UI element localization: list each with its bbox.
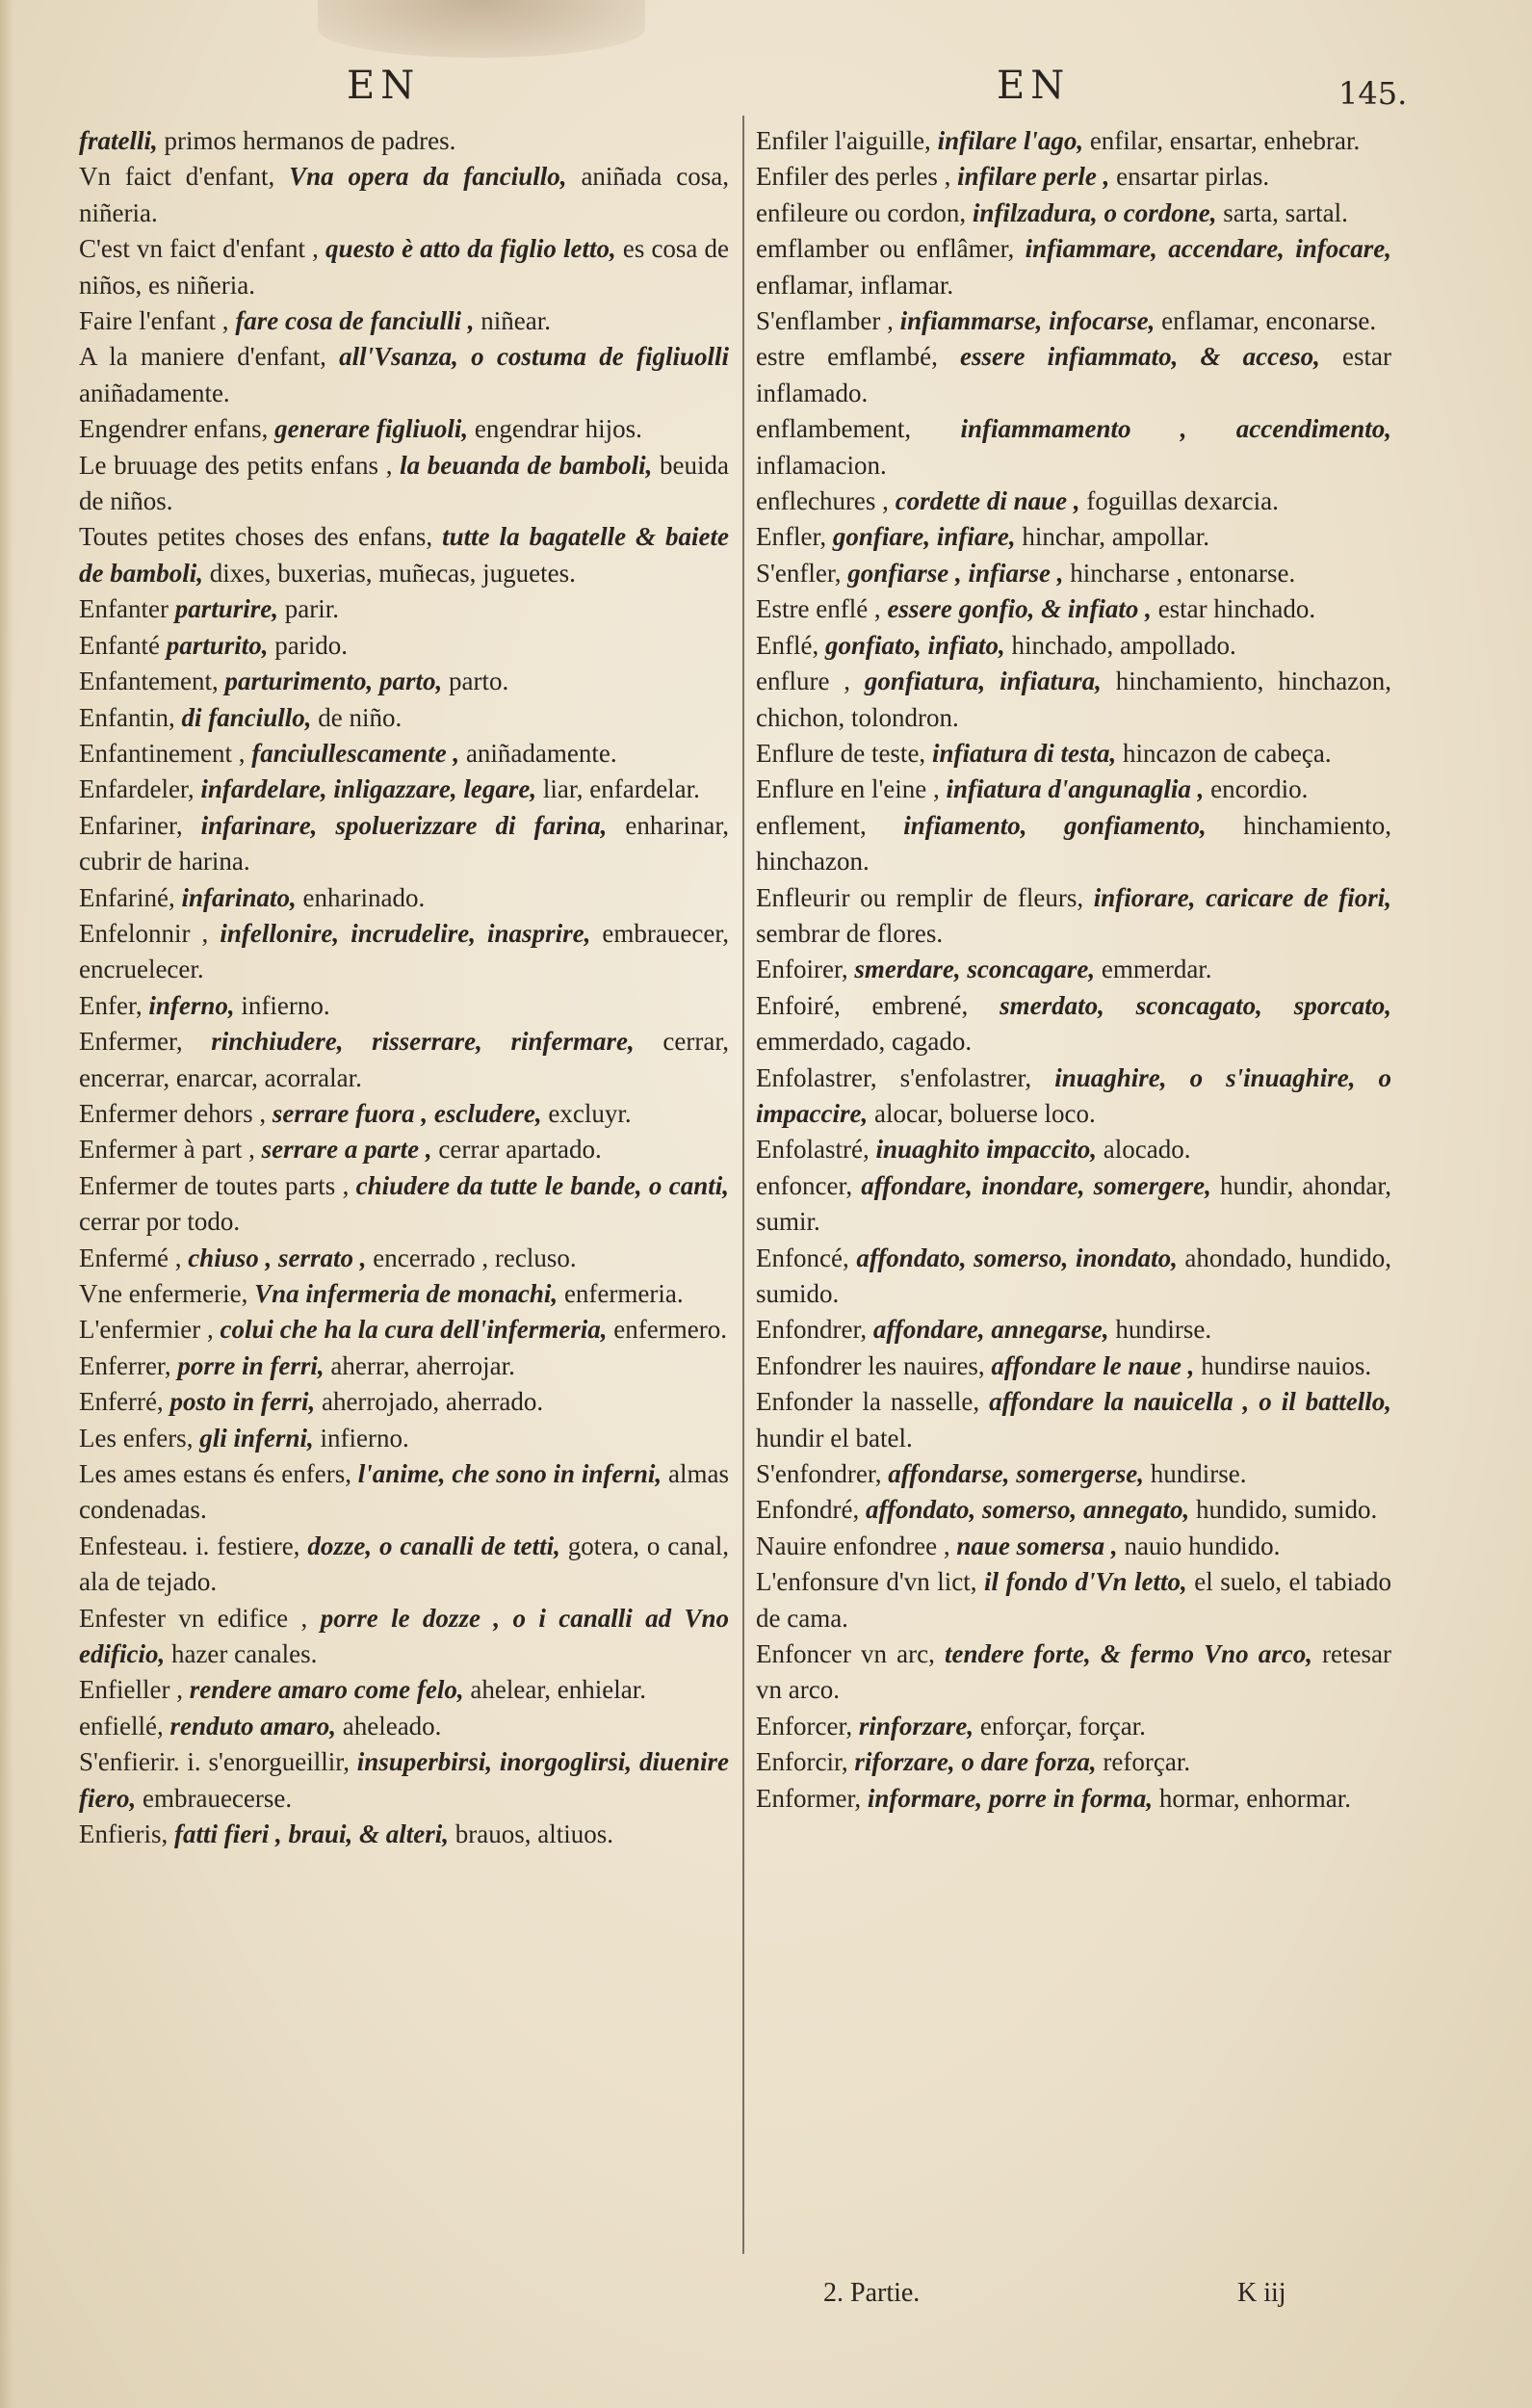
entry-spanish: beuida de niños. [79, 450, 729, 516]
entry-french: Enfolastrer, s'enfolastrer, [756, 1062, 1055, 1092]
entry-spanish: encerrado , recluso. [373, 1243, 577, 1272]
entry-spanish: foguillas dexarcia. [1086, 486, 1279, 516]
entry-spanish: hinchamiento, hinchazon. [756, 810, 1391, 877]
entry-italian: tutte la bagatelle & baiete de bamboli, [79, 522, 729, 588]
dictionary-entry [756, 556, 1391, 591]
entry-french: Enfermer à part , [79, 1135, 262, 1165]
entry-french: emflamber ou enflâmer, [756, 234, 1026, 264]
dictionary-entry [756, 123, 1391, 159]
entry-french: Enfiler des perles , [756, 162, 958, 192]
entry-italian: la beuanda de bamboli, [400, 450, 661, 480]
dictionary-entry [79, 591, 729, 627]
dictionary-entry [756, 411, 1391, 484]
footer-part: 2. Partie. [823, 2278, 921, 2308]
dictionary-entry [756, 591, 1391, 627]
entry-spanish: hundir el batel. [756, 1423, 913, 1453]
dictionary-entry [79, 1168, 729, 1241]
dictionary-entry [79, 519, 729, 591]
dictionary-entry [79, 1421, 729, 1456]
dictionary-entry [756, 1456, 1391, 1492]
column-divider [742, 116, 744, 2254]
entry-spanish: dixes, buxerias, muñecas, juguetes. [209, 558, 576, 588]
entry-spanish: hinchar, ampollar. [1022, 522, 1210, 552]
entry-italian: smerdare, sconcagare, [854, 955, 1102, 984]
entry-italian: parturimento, parto, [224, 667, 449, 696]
entry-italian: inferno, [148, 990, 242, 1020]
entry-spanish: sembrar de flores. [756, 918, 944, 948]
entry-french: Enferré, [79, 1387, 170, 1417]
entry-spanish: emmerdar. [1101, 955, 1212, 984]
entry-italian: posto in ferri, [169, 1387, 322, 1417]
right-column [756, 123, 1391, 1817]
entry-spanish: aheleado. [342, 1711, 442, 1741]
dictionary-entry [79, 700, 729, 736]
dictionary-entry [756, 1492, 1391, 1528]
dictionary-entry [79, 448, 729, 520]
entry-italian: cordette di naue , [895, 486, 1087, 516]
dictionary-entry [79, 1709, 729, 1744]
entry-italian: gli inferni, [199, 1423, 321, 1453]
entry-french: Vn faict d'enfant, [79, 162, 290, 192]
entry-spanish: parido. [274, 630, 348, 660]
entry-french: Enfantin, [79, 702, 182, 732]
entry-french: Enfariné, [79, 882, 182, 912]
entry-spanish: niñear. [480, 306, 552, 336]
entry-spanish: hinchado, ampollado. [1011, 630, 1236, 660]
entry-french: C'est vn faict d'enfant , [79, 234, 325, 264]
entry-italian: infiorare, caricare de fiori, [1093, 882, 1391, 912]
entry-french: enfileure ou cordon, [756, 197, 973, 227]
dictionary-entry [79, 339, 729, 411]
entry-french: Enfondrer, [756, 1315, 873, 1345]
entry-french: Enfolastré, [756, 1135, 876, 1165]
entry-french: Enfermer, [79, 1027, 212, 1057]
dictionary-entry [79, 411, 729, 447]
entry-french: Enformer, [756, 1783, 868, 1813]
entry-italian: infiammamento , accendimento, [960, 414, 1391, 444]
dictionary-entry [79, 231, 729, 303]
dictionary-entry [756, 808, 1391, 880]
dictionary-entry [756, 988, 1391, 1060]
dictionary-entry [756, 159, 1391, 195]
entry-spanish: hundirse. [1150, 1459, 1247, 1489]
entry-french: Enfoncé, [756, 1243, 857, 1272]
entry-italian: dozze, o canalli de tetti, [307, 1531, 568, 1560]
entry-french: Enfelonnir , [79, 918, 221, 948]
dictionary-entry [756, 484, 1391, 519]
entry-spanish: excluyr. [548, 1098, 632, 1128]
entry-italian: l'anime, che sono in inferni, [357, 1459, 668, 1489]
entry-french: A la maniere d'enfant, [79, 342, 340, 372]
entry-spanish: aniñadamente. [79, 378, 230, 407]
entry-french: S'enflamber , [756, 306, 900, 336]
dictionary-entry [756, 1348, 1391, 1384]
entry-spanish: retesar vn arco. [756, 1639, 1391, 1705]
dictionary-entry [79, 1132, 729, 1167]
entry-french: Toutes petites choses des enfans, [79, 522, 443, 552]
entry-italian: infiammarse, infocarse, [899, 306, 1162, 336]
entry-spanish: hundirse. [1115, 1315, 1212, 1345]
dictionary-entry [756, 736, 1391, 772]
entry-italian: all'Vsanza, o costuma de figliuolli [339, 342, 729, 372]
entry-french: Enfler, [756, 522, 833, 552]
dictionary-entry [756, 1241, 1391, 1313]
entry-spanish: embrauecerse. [142, 1783, 293, 1813]
entry-spanish: ahondado, hundido, sumido. [756, 1243, 1391, 1308]
entry-french: Enfonder la nasselle, [756, 1387, 990, 1417]
entry-spanish: brauos, altiuos. [454, 1819, 613, 1849]
entry-french: Enfiler l'aiguille, [756, 126, 938, 155]
entry-italian: infarinare, spoluerizzare di farina, [200, 810, 626, 840]
entry-spanish: hinchamiento, hinchazon, chichon, tolondron. [756, 667, 1391, 732]
running-head-right: EN [997, 64, 1071, 108]
entry-italian: rendere amaro come felo, [189, 1675, 471, 1705]
entry-spanish: hundirse nauios. [1201, 1350, 1372, 1380]
entry-italian: riforzare, o dare forza, [854, 1747, 1104, 1777]
dictionary-entry [756, 1744, 1391, 1780]
entry-italian: informare, porre in forma, [867, 1783, 1159, 1813]
entry-spanish: estar inflamado. [756, 342, 1391, 407]
entry-french: S'enfierir. i. s'enorgueillir, [79, 1747, 357, 1777]
entry-spanish: emmerdado, cagado. [756, 1027, 973, 1057]
entry-french: Enfester vn edifice , [79, 1603, 321, 1633]
entry-italian: affondare la nauicella , o il battello, [989, 1387, 1391, 1417]
entry-italian: fare cosa de fanciulli , [235, 306, 481, 336]
entry-french: Enfermer de toutes parts , [79, 1170, 356, 1200]
entry-french: enflement, [756, 810, 904, 840]
entry-french: Enflure en l'eine , [756, 774, 947, 804]
dictionary-entry [79, 1601, 729, 1673]
entry-italian: affondato, somerso, annegato, [865, 1495, 1197, 1525]
dictionary-entry [79, 1744, 729, 1817]
entry-french: Enfoiré, embrené, [756, 990, 1000, 1020]
entry-italian: affondato, somerso, inondato, [856, 1243, 1185, 1272]
dictionary-entry [756, 1636, 1391, 1709]
entry-french: Enfanté [79, 630, 167, 660]
entry-french: Enfesteau. i. festiere, [79, 1531, 308, 1560]
entry-spanish: hazer canales. [170, 1639, 318, 1669]
entry-italian: infarinato, [181, 882, 303, 912]
entry-italian: gonfiatura, infiatura, [864, 667, 1116, 696]
entry-french: Enfardeler, [79, 774, 201, 804]
dictionary-entry [79, 1348, 729, 1384]
entry-french: Enforcir, [756, 1747, 855, 1777]
entry-spanish: inflamacion. [756, 450, 887, 480]
entry-spanish: enfilar, ensartar, enhebrar. [1089, 126, 1361, 155]
entry-spanish: gotera, o canal, ala de tejado. [79, 1531, 729, 1597]
dictionary-entry [756, 952, 1391, 987]
dictionary-entry [756, 1384, 1391, 1456]
entry-spanish: alocado. [1103, 1135, 1191, 1165]
dictionary-entry [79, 1456, 729, 1529]
entry-spanish: enflamar, enconarse. [1161, 306, 1377, 336]
entry-french: Enfieris, [79, 1819, 174, 1849]
entry-spanish: infierno. [320, 1423, 409, 1453]
dictionary-entry [756, 1312, 1391, 1348]
entry-french: L'enfonsure d'vn lict, [756, 1567, 984, 1597]
entry-italian: affondare, inondare, somergere, [861, 1170, 1221, 1200]
dictionary-entry [79, 1384, 729, 1420]
dictionary-entry [756, 628, 1391, 664]
entry-italian: il fondo d'Vn letto, [983, 1567, 1195, 1597]
entry-italian: fanciullescamente , [251, 738, 466, 768]
entry-french: Engendrer enfans, [79, 414, 275, 444]
entry-italian: serrare fuora , escludere, [272, 1098, 549, 1128]
entry-french: Vne enfermerie, [79, 1279, 255, 1308]
entry-spanish: alocar, boluerse loco. [873, 1098, 1096, 1128]
entry-italian: parturito, [166, 630, 275, 660]
entry-spanish: aniñadamente. [465, 738, 617, 768]
entry-spanish: enharinar, cubrir de harina. [79, 810, 729, 877]
entry-french: Les ames estans és enfers, [79, 1459, 358, 1489]
entry-spanish: aniñada cosa, niñeria. [79, 162, 729, 227]
dictionary-entry [756, 339, 1391, 411]
entry-italian: gonfiarse , infiarse , [847, 558, 1071, 588]
entry-french: Enflé, [756, 630, 825, 660]
entry-french: Le bruuage des petits enfans , [79, 450, 401, 480]
dictionary-entry [756, 1529, 1391, 1564]
entry-french: enflechures , [756, 486, 896, 516]
entry-italian: serrare a parte , [261, 1135, 439, 1165]
entry-spanish: hundido, sumido. [1196, 1495, 1378, 1525]
entry-french: Enferrer, [79, 1350, 178, 1380]
dictionary-entry [756, 1132, 1391, 1167]
dictionary-entry [79, 159, 729, 231]
entry-italian: smerdato, sconcagato, sporcato, [1000, 990, 1391, 1020]
entry-spanish: cerrar, encerrar, enarcar, acorralar. [79, 1027, 729, 1092]
entry-italian: generare figliuoli, [274, 414, 475, 444]
entry-italian: parturire, [174, 594, 285, 624]
dictionary-entry [79, 1672, 729, 1708]
entry-italian: tendere forte, & fermo Vno arco, [944, 1639, 1323, 1669]
dictionary-entry [79, 916, 729, 988]
dictionary-entry [756, 1168, 1391, 1241]
dictionary-entry [79, 988, 729, 1024]
entry-french: Enfoncer vn arc, [756, 1639, 945, 1669]
entry-italian: affondare, annegarse, [872, 1315, 1116, 1345]
entry-spanish: de niño. [318, 702, 402, 732]
dictionary-entry [79, 1276, 729, 1312]
entry-french: Estre enflé , [756, 594, 888, 624]
entry-spanish: parto. [449, 667, 509, 696]
entry-french: Enfanter [79, 594, 175, 624]
entry-spanish: enforçar, forçar. [979, 1711, 1146, 1741]
entry-italian: affondare le naue , [991, 1350, 1202, 1380]
dictionary-entry [756, 519, 1391, 555]
entry-spanish: el suelo, el tabiado de cama. [756, 1567, 1391, 1633]
entry-spanish: embrauecer, encruelecer. [79, 918, 729, 984]
entry-italian: infilare perle , [957, 162, 1117, 192]
entry-italian: chiudere da tutte le bande, o canti, [355, 1170, 729, 1200]
dictionary-entry [79, 628, 729, 664]
entry-french: Enflure de teste, [756, 738, 932, 768]
entry-italian: porre le dozze , o i canalli ad Vno edificio, [79, 1603, 730, 1669]
entry-french: Enfondré, [756, 1495, 866, 1525]
entry-italian: infilzadura, o cordone, [972, 197, 1224, 227]
page-number: 145. [1338, 75, 1408, 112]
entry-italian: rinchiudere, risserrare, rinfermare, [211, 1027, 663, 1057]
entry-french: enflure , [756, 667, 865, 696]
entry-italian: inuaghito impaccito, [875, 1135, 1104, 1165]
entry-spanish: parir. [284, 594, 339, 624]
entry-spanish: liar, enfardelar. [542, 774, 700, 804]
entry-italian: infiatura d'angunaglia , [946, 774, 1211, 804]
entry-italian: naue somersa , [956, 1531, 1125, 1560]
entry-spanish: sarta, sartal. [1223, 197, 1348, 227]
dictionary-entry [79, 808, 729, 880]
entry-french: Enfermé , [79, 1243, 189, 1272]
entry-french: Nauire enfondree , [756, 1531, 957, 1560]
dictionary-entry [756, 772, 1391, 807]
entry-spanish: enfermeria. [563, 1279, 684, 1308]
entry-italian: renduto amaro, [169, 1711, 343, 1741]
entry-french: Enforcer, [756, 1711, 859, 1741]
dictionary-entry [79, 123, 729, 159]
dictionary-entry [79, 772, 729, 807]
entry-spanish: estar hinchado. [1157, 594, 1316, 624]
dictionary-entry [79, 1529, 729, 1601]
entry-french: enfiellé, [79, 1711, 170, 1741]
dictionary-entry [79, 880, 729, 916]
entry-italian: questo è atto da figlio letto, [325, 234, 623, 264]
footer-signature: K iij [1237, 2278, 1286, 2308]
dictionary-entry [756, 664, 1391, 736]
entry-french: Enfantinement , [79, 738, 252, 768]
entry-spanish: almas condenadas. [79, 1459, 729, 1525]
entry-italian: rinforzare, [858, 1711, 980, 1741]
dictionary-entry [756, 880, 1391, 953]
entry-spanish: primos hermanos de padres. [164, 126, 456, 155]
entry-italian: fratelli, [79, 126, 165, 155]
entry-italian: affondarse, somergerse, [888, 1459, 1151, 1489]
dictionary-entry [79, 736, 729, 772]
entry-spanish: enfermero. [613, 1315, 727, 1345]
dictionary-entry [756, 1060, 1391, 1133]
paper-stain [318, 0, 645, 58]
entry-italian: infiammare, accendare, infocare, [1025, 234, 1392, 264]
dictionary-entry [79, 1817, 729, 1852]
entry-french: Enfer, [79, 990, 149, 1020]
entry-italian: infilare l'ago, [937, 126, 1090, 155]
entry-italian: porre in ferri, [177, 1350, 331, 1380]
entry-french: L'enfermier , [79, 1315, 221, 1345]
dictionary-entry [756, 196, 1391, 231]
entry-spanish: nauio hundido. [1124, 1531, 1281, 1560]
entry-italian: gonfiato, infiato, [824, 630, 1012, 660]
dictionary-entry [756, 1781, 1391, 1817]
entry-spanish: enflamar, inflamar. [756, 270, 954, 300]
entry-spanish: hincharse , entonarse. [1070, 558, 1296, 588]
entry-french: Enfondrer les nauires, [756, 1350, 992, 1380]
entry-spanish: es cosa de niños, es niñeria. [79, 234, 730, 300]
entry-spanish: reforçar. [1103, 1747, 1191, 1777]
running-head-left: EN [347, 64, 421, 108]
entry-italian: Vna infermeria de monachi, [254, 1279, 564, 1308]
entry-italian: inuaghire, o s'inuaghire, o impaccire, [756, 1062, 1391, 1128]
entry-french: S'enfondrer, [756, 1459, 889, 1489]
entry-spanish: enharinado. [302, 882, 426, 912]
entry-spanish: cerrar apartado. [438, 1135, 602, 1165]
dictionary-entry [79, 1241, 729, 1276]
entry-italian: gonfiare, infiare, [832, 522, 1023, 552]
entry-french: Faire l'enfant , [79, 306, 236, 336]
entry-italian: di fanciullo, [181, 702, 319, 732]
entry-french: Enfantement, [79, 667, 225, 696]
entry-spanish: aherrar, aherrojar. [330, 1350, 515, 1380]
dictionary-entry [756, 1564, 1391, 1636]
entry-spanish: engendrar hijos. [474, 414, 642, 444]
dictionary-entry [79, 1312, 729, 1348]
dictionary-entry [756, 303, 1391, 339]
entry-spanish: infierno. [241, 990, 330, 1020]
entry-spanish: cerrar por todo. [79, 1207, 241, 1237]
entry-italian: essere infiammato, & acceso, [959, 342, 1343, 372]
entry-french: Enfariner, [79, 810, 201, 840]
page-edge-shadow [0, 0, 13, 2408]
entry-italian: insuperbirsi, inorgoglirsi, diuenire fiero, [79, 1747, 729, 1813]
entry-italian: infardelare, inligazzare, legare, [200, 774, 543, 804]
entry-french: Enfermer dehors , [79, 1098, 273, 1128]
entry-french: enfoncer, [756, 1170, 862, 1200]
dictionary-entry [79, 303, 729, 339]
entry-french: enflambement, [756, 414, 961, 444]
entry-italian: infiatura di testa, [931, 738, 1123, 768]
entry-french: Les enfers, [79, 1423, 200, 1453]
entry-french: estre emflambé, [756, 342, 960, 372]
entry-spanish: ahelear, enhielar. [470, 1675, 646, 1705]
entry-french: Enfoirer, [756, 955, 855, 984]
entry-spanish: hormar, enhormar. [1158, 1783, 1352, 1813]
entry-spanish: aherrojado, aherrado. [321, 1387, 544, 1417]
entry-french: S'enfler, [756, 558, 848, 588]
entry-italian: colui che ha la cura dell'infermeria, [220, 1315, 614, 1345]
entry-spanish: hincazon de cabeça. [1122, 738, 1332, 768]
left-column [79, 123, 729, 1853]
dictionary-entry [756, 1709, 1391, 1744]
dictionary-entry [79, 664, 729, 699]
entry-italian: Vna opera da fanciullo, [289, 162, 582, 192]
entry-italian: chiuso , serrato , [188, 1243, 374, 1272]
entry-spanish: encordio. [1210, 774, 1309, 804]
dictionary-entry [756, 231, 1391, 303]
entry-spanish: hundir, ahondar, sumir. [756, 1170, 1391, 1237]
entry-italian: infiamento, gonfiamento, [903, 810, 1244, 840]
entry-french: Enfleurir ou remplir de fleurs, [756, 882, 1094, 912]
entry-french: Enfieller , [79, 1675, 190, 1705]
dictionary-entry [79, 1024, 729, 1096]
entry-italian: essere gonfio, & infiato , [887, 594, 1158, 624]
entry-spanish: ensartar pirlas. [1116, 162, 1270, 192]
dictionary-entry [79, 1096, 729, 1132]
entry-italian: infellonire, incrudelire, inasprire, [220, 918, 603, 948]
entry-italian: fatti fieri , braui, & alteri, [173, 1819, 455, 1849]
